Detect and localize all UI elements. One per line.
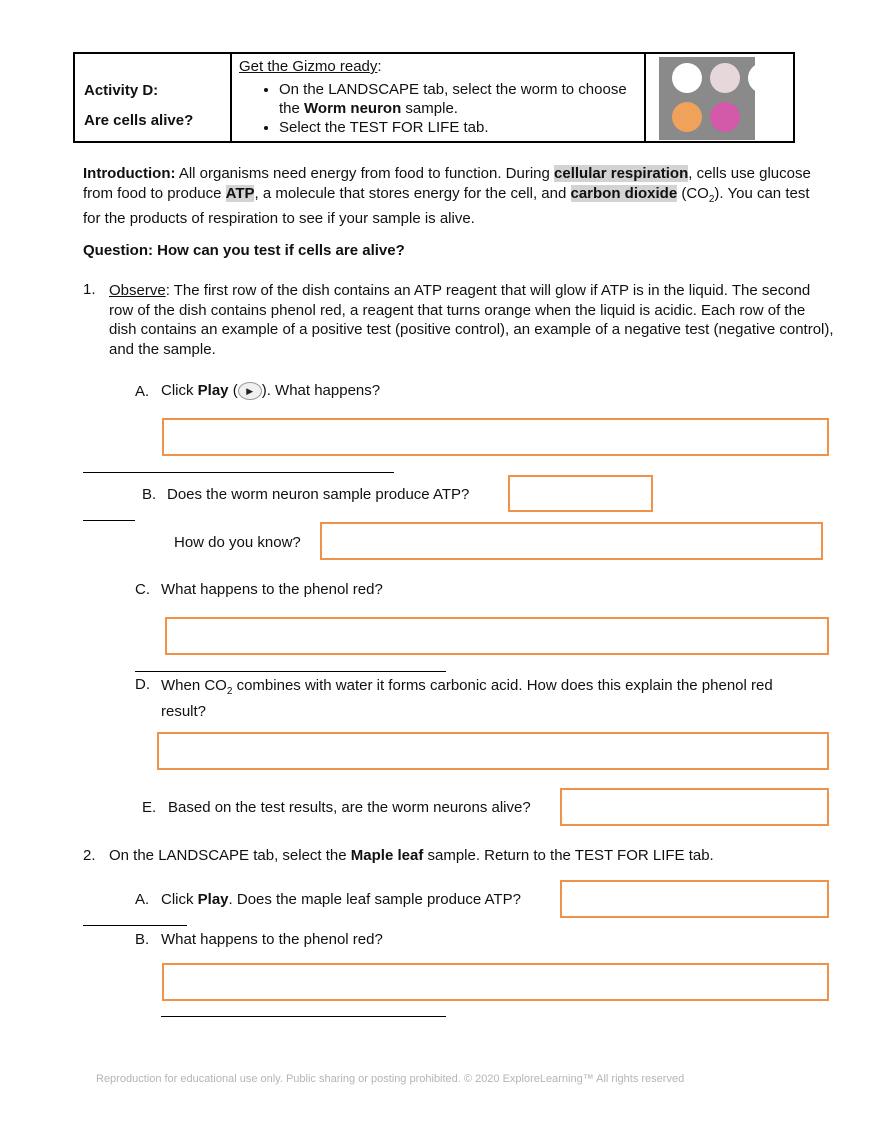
q1e-answer-box[interactable] — [560, 788, 829, 826]
copyright-footer: Reproduction for educational use only. Public sharing or posting prohibited. © 2020 ExploreLearning™ All rights reserved — [96, 1073, 685, 1085]
activity-label-cell — [74, 53, 231, 142]
introduction-paragraph: Introduction: All organisms need energy from food to function. During cellular respiration, cells use glucose from food to produce ATP, a molecule that stores energy for the cell, and carbon dioxide $(CO_2)$. You can test for the products of respiration to see if your sample is alive. — [83, 165, 811, 227]
answer-line — [83, 520, 135, 521]
atp-sample-well — [748, 63, 755, 93]
answer-line — [161, 1016, 446, 1017]
gizmo-step: • On the LANDSCAPE tab, select the worm to choose the Worm neuron sample. — [279, 80, 644, 118]
q1e-label: E. — [142, 799, 157, 816]
q2a-label: A. — [135, 891, 150, 908]
q1-number: 1. — [83, 281, 96, 298]
q1d-text: When $CO_2$ combines with water it forms carbonic acid. How does this explain the phenol red result? — [161, 677, 773, 720]
q1c-text: What happens to the phenol red? — [161, 581, 383, 598]
answer-line — [83, 472, 394, 473]
test-dish-image — [659, 57, 755, 140]
gizmo-ready-colon: : — [377, 58, 382, 75]
activity-label: Activity D: — [84, 82, 159, 99]
activity-title: Are cells alive? — [84, 112, 194, 129]
phenol-negative-well — [710, 102, 740, 132]
q1e-text: Based on the test results, are the worm neurons alive? — [168, 799, 531, 816]
q1d-answer-box[interactable] — [157, 732, 829, 770]
q2b-answer-box[interactable] — [162, 963, 829, 1001]
gizmo-ready-title: Get the Gizmo ready — [239, 58, 378, 75]
q2b-label: B. — [135, 931, 150, 948]
atp-negative-well — [672, 63, 702, 93]
answer-line — [135, 671, 446, 672]
q1b-answer-box[interactable] — [508, 475, 653, 512]
q1b-label: B. — [142, 486, 157, 503]
q1c-answer-box[interactable] — [165, 617, 829, 655]
q2-number: 2. — [83, 847, 96, 864]
gizmo-ready-cell — [231, 53, 645, 142]
gizmo-step: • Select the TEST FOR LIFE tab. — [279, 118, 644, 137]
question-heading: Question: How can you test if cells are alive? — [83, 242, 405, 259]
q2a-answer-box[interactable] — [560, 880, 829, 918]
q1a-answer-box[interactable] — [162, 418, 829, 456]
q2b-text: What happens to the phenol red? — [161, 931, 383, 948]
q2-text: On the LANDSCAPE tab, select the Maple leaf sample. Return to the TEST FOR LIFE tab. — [109, 847, 714, 864]
q1a-label: A. — [135, 383, 150, 400]
gizmo-image-cell — [645, 53, 794, 142]
q1a-text: Click Play ( ▶ ). What happens? — [161, 382, 381, 399]
answer-line — [83, 925, 187, 926]
atp-positive-well — [710, 63, 740, 93]
q1d-label: D. — [135, 676, 150, 693]
q1b-how-text: How do you know? — [174, 534, 301, 551]
phenol-positive-well — [672, 102, 702, 132]
q1b-how-answer-box[interactable] — [320, 522, 823, 560]
q1b-text: Does the worm neuron sample produce ATP? — [167, 486, 470, 503]
activity-header-table — [73, 52, 795, 143]
q2a-text: Click Play. Does the maple leaf sample produce ATP? — [161, 891, 521, 908]
play-icon: ▶ — [238, 382, 262, 400]
gizmo-steps-list — [239, 80, 644, 137]
q1c-label: C. — [135, 581, 150, 598]
q1-observe-text: Observe: The first row of the dish contains an ATP reagent that will glow if ATP is in the liquid. The second row of the dish contains phenol red, a reagent that turns orange when the liquid is acidic. Each row of the dish contains an example of a positive test (positive control), an example of a negative test (negative control), and the sample. — [109, 282, 834, 358]
